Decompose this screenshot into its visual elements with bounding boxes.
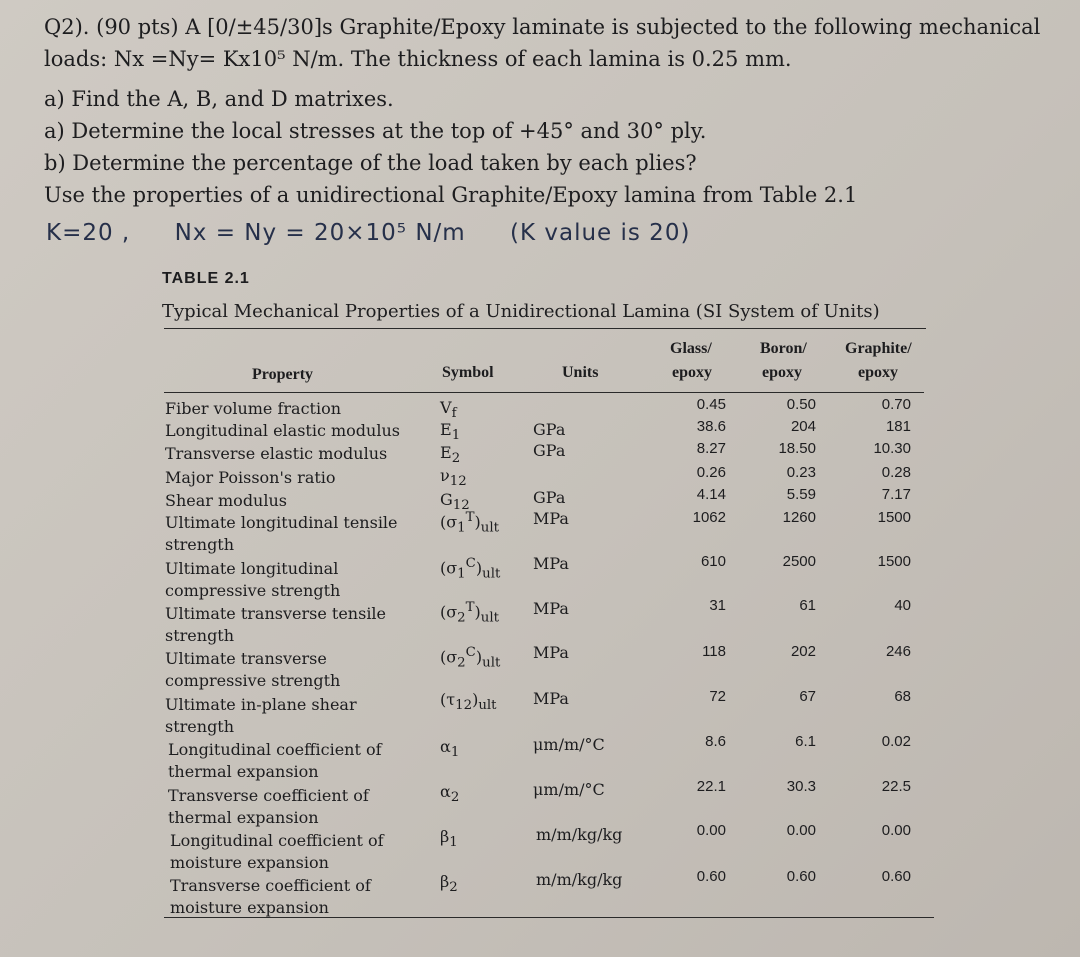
table-cell-boron: 67 [799,688,816,705]
header-graphite-1: Graphite/ [845,340,912,357]
table-row-property: Longitudinal coefficient of thermal expansion [168,740,382,781]
table-cell-glass: 0.45 [696,396,726,413]
table-row-property: Major Poisson's ratio [165,468,336,487]
table-cell-boron: 18.50 [778,440,816,457]
table-row-symbol: $(\sigma_1^C)_{ult}$ [440,556,501,582]
table-row-symbol: $\alpha_2$ [440,782,460,806]
question-part-b: b) Determine the percentage of the load taken by each plies? [44,151,697,175]
table-cell-boron: 6.1 [795,733,816,750]
table-row-units: GPa [533,488,566,507]
question-part-a2: a) Determine the local stresses at the top of +45° and 30° ply. [44,119,707,143]
table-row-symbol: $E_2$ [440,443,461,467]
table-row-property: Longitudinal coefficient of moisture expansion [170,831,384,872]
table-header-rule [164,392,924,393]
table-cell-boron: 204 [790,418,816,435]
table-row-property: Transverse coefficient of thermal expansion [168,786,369,827]
header-boron-1: Boron/ [760,340,807,357]
table-cell-boron: 202 [790,643,816,660]
table-cell-glass: 0.26 [696,464,726,481]
handwritten-k: K=20 , [46,220,131,246]
table-row-units: m/m/kg/kg [536,825,623,844]
table-cell-graphite: 7.17 [881,486,911,503]
table-cell-glass: 38.6 [696,418,726,435]
table-row-units: μm/m/°C [533,780,605,799]
table-cell-glass: 610 [700,553,726,570]
question-instruction: Use the properties of a unidirectional Graphite/Epoxy lamina from Table 2.1 [44,183,858,207]
table-row-symbol: $G_{12}$ [440,490,470,514]
table-row-symbol: $\beta_2$ [440,872,458,896]
header-property: Property [252,366,314,383]
table-row-units: GPa [533,420,566,439]
table-cell-graphite: 0.60 [881,868,911,885]
table-row-symbol: $E_1$ [440,420,461,444]
table-cell-boron: 2500 [782,553,816,570]
header-units: Units [562,364,599,381]
table-cell-graphite: 0.02 [881,733,911,750]
table-row-property: Fiber volume fraction [165,399,342,418]
table-row-property: Ultimate transverse compressive strength [165,649,341,690]
table-cell-glass: 22.1 [696,778,726,795]
table-cell-graphite: 0.70 [881,396,911,413]
table-row-symbol: $V_f$ [440,398,457,422]
table-row-units: μm/m/°C [533,735,605,754]
table-cell-boron: 5.59 [786,486,816,503]
table-cell-graphite: 246 [885,643,911,660]
question-part-a1: a) Find the A, B, and D matrixes. [44,87,394,111]
table-cell-graphite: 0.00 [881,822,911,839]
table-cell-glass: 4.14 [696,486,726,503]
table-row-units: MPa [533,509,569,528]
header-glass-2: epoxy [672,364,712,381]
table-row-property: Ultimate in-plane shear strength [165,695,357,736]
table-row-property: Transverse elastic modulus [165,444,388,463]
table-cell-glass: 0.00 [696,822,726,839]
table-row-property: Transverse coefficient of moisture expansion [170,876,371,917]
table-row-symbol: $(\sigma_1^T)_{ult}$ [440,510,499,536]
table-cell-glass: 31 [709,597,726,614]
table-row-units: MPa [533,643,569,662]
header-symbol: Symbol [442,364,494,381]
table-row-symbol: $(\sigma_2^C)_{ult}$ [440,645,501,671]
handwritten-load: Nx = Ny = 20×10⁵ N/m [174,220,466,246]
table-cell-graphite: 1500 [877,509,911,526]
table-row-units: MPa [533,599,569,618]
table-bottom-rule [164,917,934,918]
header-glass-1: Glass/ [670,340,712,357]
question-line-2: loads: Nx =Ny= Kx10⁵ N/m. The thickness of each lamina is 0.25 mm. [44,47,792,71]
table-cell-glass: 8.6 [705,733,726,750]
table-row-symbol: $\alpha_1$ [440,737,460,761]
table-cell-glass: 0.60 [696,868,726,885]
table-cell-glass: 8.27 [696,440,726,457]
table-cell-graphite: 1500 [877,553,911,570]
table-row-property: Longitudinal elastic modulus [165,421,400,440]
table-cell-boron: 0.00 [786,822,816,839]
table-cell-glass: 1062 [692,509,726,526]
table-cell-graphite: 22.5 [881,778,911,795]
table-cell-boron: 0.50 [786,396,816,413]
table-row-symbol: $(\sigma_2^T)_{ult}$ [440,600,499,626]
table-label: TABLE 2.1 [162,270,250,287]
table-row-symbol: $\nu_{12}$ [440,466,467,490]
table-title: Typical Mechanical Properties of a Unidirectional Lamina (SI System of Units) [162,301,880,322]
table-row-units: MPa [533,554,569,573]
header-graphite-2: epoxy [858,364,898,381]
header-boron-2: epoxy [762,364,802,381]
table-cell-graphite: 181 [885,418,911,435]
table-row-property: Shear modulus [165,491,287,510]
table-cell-boron: 0.23 [786,464,816,481]
handwritten-note [46,220,726,246]
table-top-rule [164,328,926,329]
table-cell-graphite: 40 [894,597,911,614]
table-row-symbol: $(\tau_{12})_{ult}$ [440,690,497,714]
table-cell-boron: 30.3 [786,778,816,795]
table-row-property: Ultimate transverse tensile strength [165,604,387,645]
table-cell-boron: 1260 [782,509,816,526]
table-cell-graphite: 0.28 [881,464,911,481]
table-row-units: GPa [533,441,566,460]
table-cell-graphite: 10.30 [873,440,911,457]
table-row-property: Ultimate longitudinal tensile strength [165,513,398,554]
table-row-symbol: $\beta_1$ [440,827,458,851]
question-line-1: Q2). (90 pts) A [0/±45/30]s Graphite/Epoxy laminate is subjected to the following mechanical [44,15,1041,39]
handwritten-remark: (K value is 20) [510,220,691,246]
table-row-units: m/m/kg/kg [536,870,623,889]
table-row-property: Ultimate longitudinal compressive strength [165,559,341,600]
table-cell-boron: 61 [799,597,816,614]
table-cell-boron: 0.60 [786,868,816,885]
table-cell-graphite: 68 [894,688,911,705]
table-cell-glass: 72 [709,688,726,705]
table-row-units: MPa [533,689,569,708]
table-cell-glass: 118 [702,643,726,660]
